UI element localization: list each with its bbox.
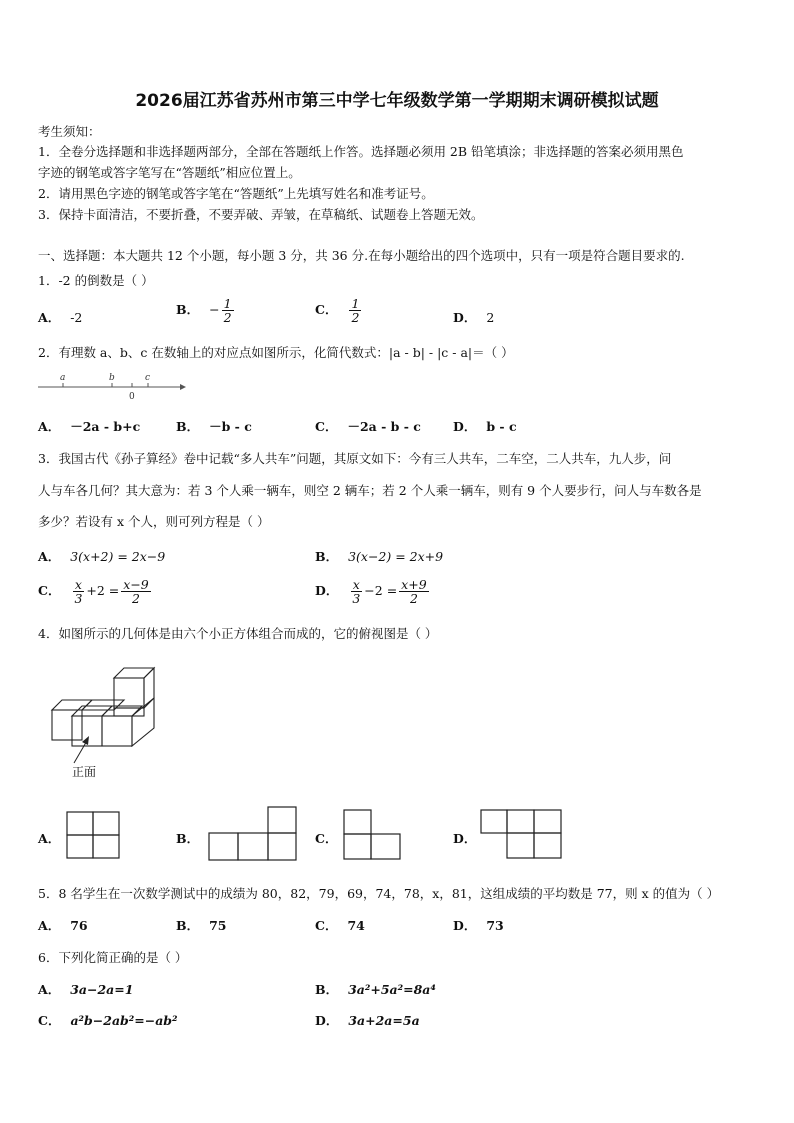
q2-option-b	[176, 417, 252, 435]
q2-d-value: b - c	[486, 419, 517, 434]
q2-option-a	[38, 417, 140, 435]
notice-item-2: 2．请用黑色字迹的钢笔或答字笔在“答题纸”上先填写姓名和准考证号。	[38, 186, 434, 201]
q5-d-value: 73	[486, 918, 504, 933]
cube-solid-figure	[44, 660, 164, 782]
q3-d-frac-2	[399, 578, 428, 605]
a-cell-2	[93, 812, 119, 835]
front-label: 正面	[72, 765, 97, 779]
q6-option-b	[315, 980, 436, 998]
a-cell-3	[67, 835, 93, 858]
q1-a-value: -2	[70, 310, 83, 325]
q2-d-label: D．	[453, 419, 477, 434]
front-arrow-head	[82, 736, 89, 745]
q5-a-label: A．	[38, 918, 61, 933]
q1-d-label: D．	[453, 310, 477, 325]
q3-d-den-2: 2	[409, 591, 418, 607]
section-heading: 一、选择题：本大题共 12 个小题，每小题 3 分，共 36 分.在每小题给出的四个选项中，只有一项是符合题目要求的.	[38, 248, 685, 263]
c-cell-top	[344, 810, 371, 834]
q4-option-d-figure	[480, 809, 564, 861]
q2-b-value: －b - c	[209, 419, 252, 434]
q1-b-sign: −	[209, 302, 220, 318]
q3-b-equation: 3(x−2) = 2x+9	[348, 549, 444, 564]
q4-option-a-figure	[66, 811, 122, 859]
q3-d-frac-1	[350, 578, 362, 605]
q1-option-a	[38, 308, 82, 326]
c-cell-1	[344, 834, 371, 859]
d-cell-2	[507, 810, 534, 833]
q5-d-label: D．	[453, 918, 477, 933]
q5-b-label: B．	[176, 918, 200, 933]
q6-option-a	[38, 980, 133, 998]
q1-a-label: A．	[38, 310, 61, 325]
front-cube-1	[52, 710, 82, 740]
q5-a-value: 76	[70, 918, 88, 933]
back-cube-top-face	[52, 700, 92, 710]
q6-option-c	[38, 1011, 178, 1029]
exam-title: 2026届江苏省苏州市第三中学七年级数学第一学期期末调研模拟试题	[135, 91, 659, 111]
q3-option-a	[38, 547, 165, 565]
notice-item-1b: 字迹的钢笔或答字笔写在“答题纸”相应位置上。	[38, 165, 301, 180]
q6-d-label: D．	[315, 1013, 339, 1028]
q6-a-label: A．	[38, 982, 61, 997]
q3-option-c	[38, 578, 153, 605]
q4-d-label: D．	[453, 831, 477, 846]
q6-c-value: a²b−2ab²=−ab²	[70, 1013, 178, 1028]
q2-option-d	[453, 417, 517, 435]
q2-stem: 2．有理数 a、b、c 在数轴上的对应点如图所示，化简代数式：|a - b| - |c - a|＝（ ）	[38, 345, 514, 360]
q5-option-a	[38, 916, 88, 934]
q6-b-label: B．	[315, 982, 339, 997]
q4-option-c-figure	[343, 809, 403, 861]
d-cell-4	[507, 833, 534, 858]
q3-c-middle: +2 =	[86, 583, 120, 599]
q1-c-label: C．	[315, 302, 338, 318]
q3-a-equation: 3(x+2) = 2x−9	[70, 549, 166, 564]
q2-a-label: A．	[38, 419, 61, 434]
front-cube-3	[102, 716, 132, 746]
q2-b-label: B．	[176, 419, 200, 434]
q3-d-middle: −2 =	[364, 583, 398, 599]
q4-stem: 4．如图所示的几何体是由六个小正方体组合而成的，它的俯视图是（ ）	[38, 626, 438, 641]
q1-option-d	[453, 308, 494, 326]
q1-option-b	[176, 297, 236, 324]
q5-c-value: 74	[347, 918, 365, 933]
q6-b-value: 3a²+5a²=8a⁴	[348, 982, 436, 997]
a-cell-1	[67, 812, 93, 835]
q2-c-value: －2a - b - c	[347, 419, 421, 434]
label-a: a	[60, 373, 66, 383]
top-cube-top-face	[114, 668, 154, 678]
q4-option-b-label	[176, 829, 209, 847]
q3-a-label: A．	[38, 549, 61, 564]
q4-a-label: A．	[38, 831, 61, 846]
q5-option-c	[315, 916, 365, 934]
number-line-arrow	[180, 384, 186, 390]
q6-d-value: 3a+2a=5a	[348, 1013, 420, 1028]
q1-c-fraction	[349, 297, 361, 324]
b-cell-2	[238, 833, 268, 860]
d-cell-1	[481, 810, 507, 833]
q4-c-label: C．	[315, 831, 338, 846]
label-b: b	[109, 373, 115, 383]
q5-option-d	[453, 916, 504, 934]
label-c: c	[145, 373, 151, 383]
q1-b-label: B．	[176, 302, 200, 318]
q6-c-label: C．	[38, 1013, 61, 1028]
q3-line-1: 3．我国古代《孙子算经》卷中记载“多人共车”问题，其原文如下：今有三人共车，二车空，二人共车，九人步，问	[38, 451, 672, 466]
q3-line-2: 人与车各几何？其大意为：若 3 个人乘一辆车，则空 2 辆车；若 2 个人乘一辆车，则有 9 个人要步行，问人与车数各是	[38, 483, 702, 498]
q3-d-label: D．	[315, 583, 339, 599]
q3-c-frac-2	[121, 578, 150, 605]
q2-c-label: C．	[315, 419, 338, 434]
q5-c-label: C．	[315, 918, 338, 933]
q3-c-frac-1	[72, 578, 84, 605]
q6-stem: 6．下列化简正确的是（ ）	[38, 950, 188, 965]
q3-d-den-1: 3	[352, 591, 361, 607]
q3-option-d	[315, 578, 431, 605]
q3-c-num-2: x−9	[123, 577, 149, 592]
b-cell-1	[209, 833, 238, 860]
q1-b-fraction	[222, 297, 234, 324]
q3-line-3: 多少？若设有 x 个人，则可列方程是（ ）	[38, 514, 270, 529]
front-cube-2-top	[72, 706, 112, 716]
q4-option-b-figure	[207, 806, 299, 862]
notice-item-3: 3．保持卡面清洁，不要折叠，不要弄破、弄皱，在草稿纸、试题卷上答题无效。	[38, 207, 484, 222]
q3-c-den-2: 2	[132, 591, 140, 607]
q3-c-num-1: x	[74, 577, 82, 592]
q3-d-num-2: x+9	[401, 577, 427, 592]
label-0: 0	[129, 392, 135, 402]
q5-option-b	[176, 916, 226, 934]
q1-d-value: 2	[486, 310, 495, 325]
q3-c-label: C．	[38, 583, 61, 599]
notice-heading: 考生须知：	[38, 124, 101, 139]
q3-option-b	[315, 547, 443, 565]
right-side-face	[132, 698, 154, 746]
q6-a-value: 3a−2a=1	[70, 982, 134, 997]
q1-stem: 1．-2 的倒数是（ ）	[38, 273, 154, 288]
b-cell-3	[268, 833, 296, 860]
a-cell-4	[93, 835, 119, 858]
top-cube-front-face	[114, 678, 144, 708]
q1-option-c	[315, 297, 363, 324]
d-cell-5	[534, 833, 561, 858]
q1-b-numerator: 1	[223, 296, 232, 311]
c-cell-2	[371, 834, 400, 859]
q3-c-den-1: 3	[74, 591, 83, 607]
q4-b-label: B．	[176, 831, 200, 846]
q5-stem: 5．8 名学生在一次数学测试中的成绩为 80，82，79，69，74，78，x，81，这组成绩的平均数是 77，则 x 的值为（ ）	[38, 886, 720, 901]
q2-a-value: －2a - b+c	[70, 419, 141, 434]
notice-item-1a: 1．全卷分选择题和非选择题两部分，全部在答题纸上作答。选择题必须用 2B 铅笔填涂；非选择题的答案必须用黑色	[38, 144, 684, 159]
q2-option-c	[315, 417, 421, 435]
q1-c-numerator: 1	[351, 296, 360, 311]
q1-c-denominator: 2	[351, 310, 360, 326]
q3-b-label: B．	[315, 549, 339, 564]
q3-d-num-1: x	[352, 577, 360, 592]
q1-b-denominator: 2	[223, 310, 232, 326]
q5-b-value: 75	[209, 918, 227, 933]
q6-option-d	[315, 1011, 420, 1029]
b-cell-top	[268, 807, 296, 833]
number-line-figure	[36, 368, 190, 402]
d-cell-3	[534, 810, 561, 833]
